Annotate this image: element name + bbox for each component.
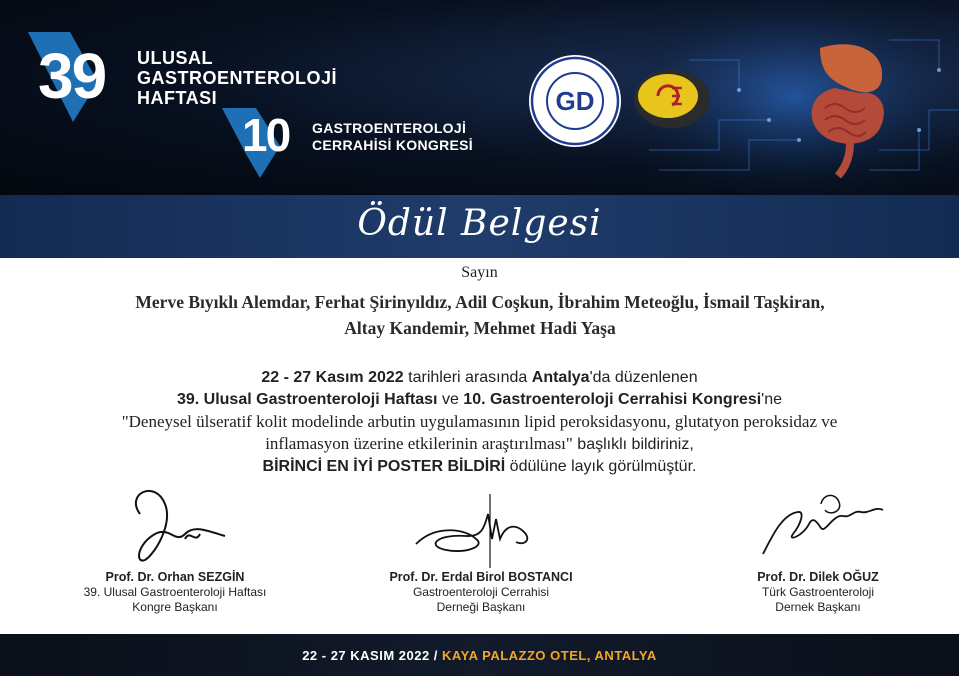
digestive-system-illustration — [790, 38, 900, 178]
signatory-role: 39. Ulusal Gastroenteroloji Haftası — [83, 585, 267, 599]
signatory-name: Prof. Dr. Orhan SEZGİN — [105, 570, 245, 584]
body-text-fragment: 'da düzenlenen — [589, 369, 698, 386]
body-text-fragment: 'ne — [761, 391, 783, 408]
congress-name: 39. Ulusal Gastroenteroloji Haftası — [176, 391, 438, 408]
congress-title-line: HAFTASI — [137, 88, 218, 108]
congress-title-line: GASTROENTEROLOJİ — [137, 68, 338, 88]
event-dates: 22 - 27 Kasım 2022 — [261, 369, 404, 386]
congress-name: 10. Gastroenteroloji Cerrahisi Kongresi — [463, 391, 762, 408]
signatory-block — [708, 484, 928, 615]
footer-event-info — [0, 648, 959, 663]
body-line-congress — [20, 389, 939, 411]
congress-number-10: 10 — [242, 109, 290, 161]
footer-venue: KAYA PALAZZO OTEL, ANTALYA — [437, 648, 657, 663]
salutation: Sayın — [461, 264, 498, 281]
certificate-title: Ödül Belgesi — [357, 203, 602, 244]
association-seal-logo — [528, 54, 622, 148]
handwritten-signature — [115, 484, 235, 570]
signatory-role: Gastroenteroloji Cerrahisi — [412, 585, 550, 599]
paper-title-line: inflamasyon üzerine etkilerinin araştırılması" — [265, 434, 573, 453]
body-text-fragment: tarihleri arasında — [403, 369, 532, 386]
recipient-names-line: Altay Kandemir, Mehmet Hadi Yaşa — [344, 318, 616, 338]
handwritten-signature — [406, 484, 556, 570]
surgery-association-logo — [632, 68, 712, 130]
congress-title-line: GASTROENTEROLOJİ — [312, 120, 467, 136]
body-text-fragment: ve — [437, 391, 464, 408]
award-name: BİRİNCİ EN İYİ POSTER BİLDİRİ — [262, 458, 506, 475]
congress-title-39 — [137, 48, 337, 108]
certificate-footer — [0, 634, 959, 676]
signatory-role: Derneği Başkanı — [436, 600, 526, 614]
signatory-role: Dernek Başkanı — [775, 600, 861, 614]
paper-title-line: "Deneysel ülseratif kolit modelinde arbutin uygulamasının lipid peroksidasyonu, glutatyon peroksidaz ve — [121, 412, 838, 431]
congress-title-10 — [312, 120, 473, 154]
title-band — [0, 195, 959, 258]
signatory-name: Prof. Dr. Dilek OĞUZ — [757, 570, 879, 584]
recipient-names-line: Merve Bıyıklı Alemdar, Ferhat Şirinyıldız, Adil Coşkun, İbrahim Meteoğlu, İsmail Taşkiran, — [135, 292, 825, 312]
signatory-name: Prof. Dr. Erdal Birol BOSTANCI — [389, 570, 573, 584]
congress-title-line: ULUSAL — [137, 48, 213, 68]
signatory-role: Kongre Başkanı — [132, 600, 218, 614]
recipient-names — [60, 289, 900, 341]
body-line-award — [20, 456, 939, 478]
congress-number-39: 39 — [38, 40, 106, 112]
certificate-header — [0, 0, 959, 195]
signatory-block — [60, 484, 290, 615]
body-text-fragment: ödülüne layık görülmüştür. — [505, 458, 697, 475]
footer-dates: 22 - 27 KASIM 2022 / — [302, 648, 438, 663]
signatory-block — [366, 484, 596, 615]
body-text-fragment: başlıklı bildiriniz, — [572, 436, 694, 453]
handwritten-signature — [743, 484, 893, 570]
body-line-paper — [20, 433, 939, 456]
signatory-role: Türk Gastroenteroloji — [761, 585, 875, 599]
certificate-body — [20, 367, 939, 478]
svg-text:GD: GD — [555, 86, 595, 116]
congress-title-line: CERRAHİSİ KONGRESİ — [312, 137, 473, 153]
event-city: Antalya — [531, 369, 590, 386]
body-line-dates — [20, 367, 939, 389]
